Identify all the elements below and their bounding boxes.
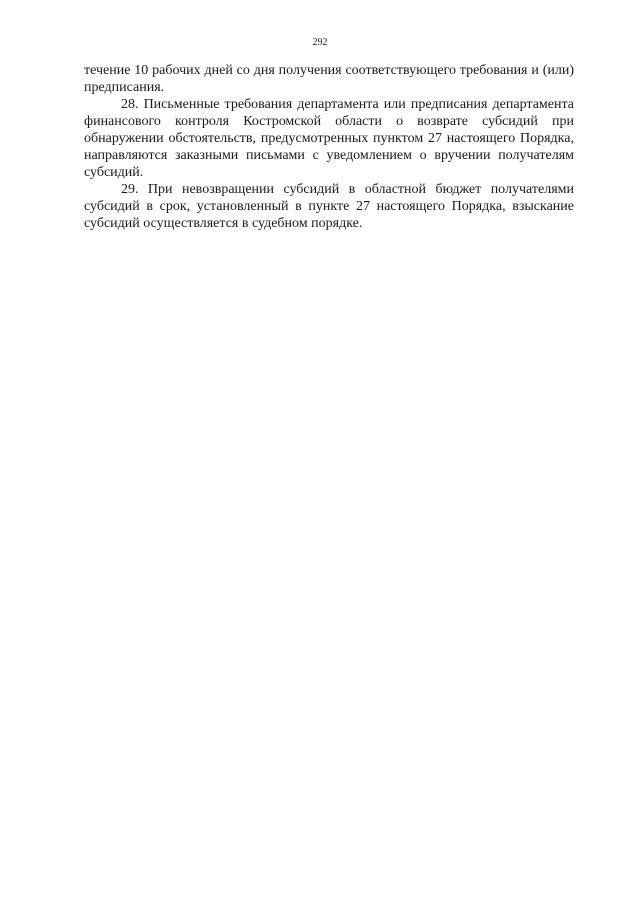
paragraph-continuation: течение 10 рабочих дней со дня получения соответствующего требования и (или) предписания.	[84, 63, 574, 95]
page-number: 292	[312, 37, 328, 48]
paragraph-28: 28. Письменные требования департамента или предписания департамента финансового контроля Костромской области о возврате субсидий при обнаружении обстоятельств, предусмотренных пунктом 27 настоящего Порядка, направляются заказными письмами с уведомлением о вручении получателям субсидий.	[84, 97, 574, 180]
document-body	[84, 62, 574, 232]
paragraph-29: 29. При невозвращении субсидий в областной бюджет получателями субсидий в срок, установленный в пункте 27 настоящего Порядка, взыскание субсидий осуществляется в судебном порядке.	[84, 182, 574, 231]
